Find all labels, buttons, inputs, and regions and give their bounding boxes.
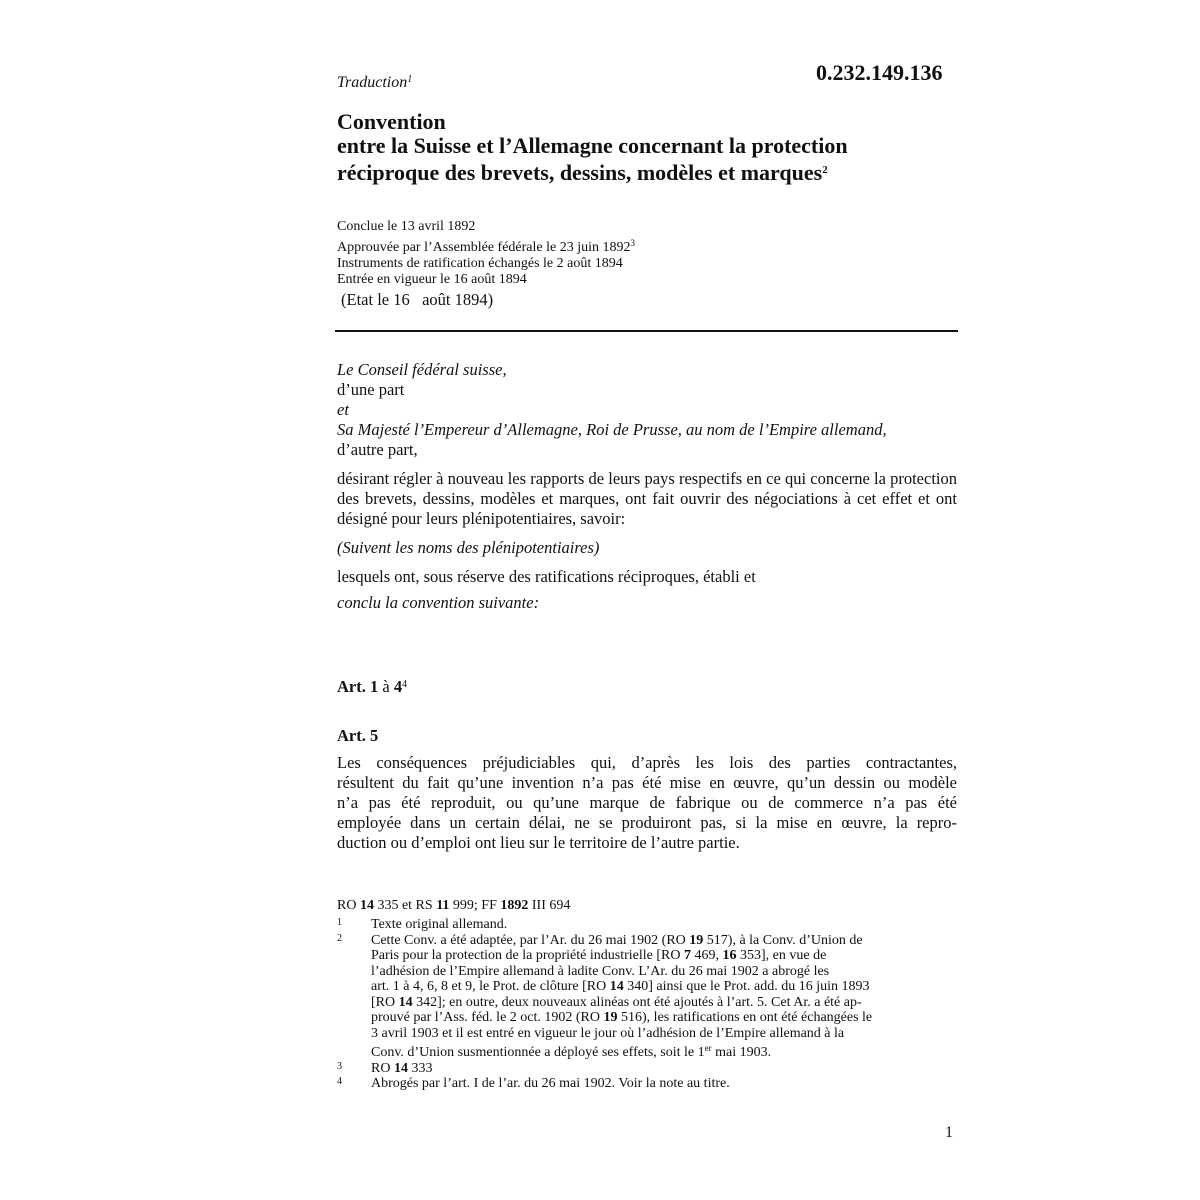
- title-line-2: entre la Suisse et l’Allemagne concernant la protection: [337, 133, 848, 158]
- title-line-3-text: réciproque des brevets, dessins, modèles et marques: [337, 160, 823, 185]
- preamble-concluded: conclu la convention suivante:: [337, 593, 540, 612]
- footnote-2-line: [371, 995, 962, 1011]
- source-text: III 694: [528, 898, 571, 913]
- footnote-text: 517), à la Conv. d’Union de: [703, 932, 863, 948]
- page-number: 1: [945, 1124, 953, 1141]
- footnote-2-line: [371, 933, 962, 949]
- footnote-2: [337, 933, 962, 1061]
- footnotes: [337, 917, 962, 1092]
- footnote-2-line: [371, 979, 962, 995]
- article-5-line-4: employée dans un certain délai, ne se produiront pas, si la mise en œuvre, la repro-: [337, 813, 957, 832]
- translation-label-text: Traduction: [337, 74, 408, 91]
- article-5-line-1: Les conséquences préjudiciables qui, d’après les lois des parties contractantes,: [337, 753, 957, 772]
- footnote-text: RO: [371, 1060, 394, 1076]
- treaty-dates: [337, 219, 635, 288]
- footnote-bold: 19: [603, 1010, 618, 1025]
- source-year: 1892: [500, 898, 529, 913]
- and-connector: et: [337, 400, 349, 419]
- footnote-number: 4: [337, 1076, 342, 1087]
- party-1: Le Conseil fédéral suisse,: [337, 360, 507, 379]
- footnote-1: [337, 917, 962, 933]
- footnote-text: Cette Conv. a été adaptée, par l’Ar. du 26 mai 1902 (RO: [371, 932, 690, 948]
- footnote-ref-2[interactable]: 2: [822, 164, 828, 176]
- footnote-ref-4[interactable]: 4: [402, 679, 408, 690]
- footnote-number: 2: [337, 932, 342, 944]
- footnote-text: mai 1903.: [711, 1045, 772, 1060]
- sr-number: 0.232.149.136: [816, 60, 943, 85]
- article-5-line-2: résultent du fait qu’une invention n’a pas été mise en œuvre, qu’un dessin ou modèle: [337, 773, 957, 792]
- title-line-3: [337, 158, 848, 185]
- header-divider: [335, 330, 958, 332]
- preamble: [337, 360, 957, 613]
- document-title: [337, 110, 848, 185]
- ratification-date: Instruments de ratification échangés le 2 août 1894: [337, 256, 623, 271]
- article-connector: à: [378, 677, 394, 696]
- ordinal-superscript: er: [704, 1043, 712, 1053]
- article-5-line-3: n’a pas été reproduit, ou qu’une marque de fabrique ou de commerce n’a pas été: [337, 793, 957, 812]
- party-1-side: d’une part: [337, 380, 405, 399]
- source-volume: 11: [436, 898, 450, 913]
- footnote-text: [RO: [371, 994, 399, 1010]
- source-volume: 14: [359, 898, 374, 913]
- footnote-text: 469,: [690, 948, 723, 963]
- concluded-date: Conclue le 13 avril 1892: [337, 219, 476, 234]
- footnote-text: Conv. d’Union susmentionnée a déployé ses effets, soit le 1: [371, 1045, 705, 1060]
- footnote-3: [337, 1061, 962, 1077]
- footnote-bold: 14: [398, 994, 413, 1010]
- source-text: 999; FF: [449, 898, 501, 913]
- footnote-text: prouvé par l’Ass. féd. le 2 oct. 1902 (RO: [371, 1010, 604, 1025]
- footnote-text: 342]; en outre, deux nouveaux alinéas ont été ajoutés à l’art. 5. Cet Ar. a été ap-: [412, 994, 862, 1010]
- footnote-bold: 14: [393, 1060, 408, 1076]
- footnote-ref-3[interactable]: 3: [630, 238, 636, 248]
- preamble-established: lesquels ont, sous réserve des ratifications réciproques, établi et: [337, 567, 756, 586]
- article-1-to-4-heading: [337, 677, 407, 697]
- footnote-bold: 19: [689, 932, 704, 948]
- footnote-2-line: [371, 1041, 962, 1061]
- article-from: 1: [369, 677, 379, 696]
- footnote-number: 3: [337, 1060, 342, 1072]
- article-prefix: Art.: [337, 677, 370, 696]
- publication-source: [337, 898, 570, 914]
- article-to: 4: [393, 677, 403, 696]
- title-line-1: Convention: [337, 109, 446, 134]
- footnote-2-line: 3 avril 1903 et il est entré en vigueur le jour où l’adhésion de l’Empire allemand à la: [371, 1025, 845, 1041]
- footnote-bold: 14: [609, 979, 624, 994]
- footnote-ref-1[interactable]: 1: [407, 74, 413, 85]
- footnote-text: 333: [407, 1060, 433, 1076]
- footnote-bold: 16: [722, 948, 737, 963]
- footnote-text: Paris pour la protection de la propriété industrielle [RO: [371, 948, 684, 963]
- article-5-body: [337, 753, 957, 853]
- footnote-2-line: l’adhésion de l’Empire allemand à ladite Conv. L’Ar. du 26 mai 1902 a abrogé les: [371, 963, 830, 979]
- footnote-text: 516), les ratifications en ont été échangées le: [617, 1010, 873, 1025]
- footnote-2-line: [371, 948, 962, 964]
- footnote-text: art. 1 à 4, 6, 8 et 9, le Prot. de clôture [RO: [371, 979, 610, 994]
- translation-label: [337, 74, 412, 92]
- footnote-4: [337, 1076, 962, 1092]
- party-2-side: d’autre part,: [337, 440, 418, 459]
- footnote-2-line: [371, 1010, 962, 1026]
- approved-date-text: Approuvée par l’Assemblée fédérale le 23 juin 1892: [337, 240, 631, 255]
- source-text: RO: [337, 898, 360, 913]
- party-2: Sa Majesté l’Empereur d’Allemagne, Roi de Prusse, au nom de l’Empire allemand,: [337, 420, 887, 439]
- approved-date: [337, 235, 635, 256]
- article-5-line-5: duction ou d’emploi ont lieu sur le territoire de l’autre partie.: [337, 833, 740, 852]
- entry-into-force-date: Entrée en vigueur le 16 août 1894: [337, 272, 527, 287]
- footnote-text: 340] ainsi que le Prot. add. du 16 juin 1893: [623, 979, 870, 994]
- footnote-text: Texte original allemand.: [371, 917, 508, 932]
- source-text: 335 et RS: [373, 898, 437, 913]
- footnote-text: 353], en vue de: [736, 948, 827, 963]
- status-date: (Etat le 16 août 1894): [341, 290, 494, 309]
- plenipotentiaries-note: (Suivent les noms des plénipotentiaires): [337, 538, 600, 557]
- footnote-text: Abrogés par l’art. I de l’ar. du 26 mai 1902. Voir la note au titre.: [371, 1076, 730, 1091]
- preamble-desiring: désirant régler à nouveau les rapports de leurs pays respectifs en ce qui concerne la protection des brevets, dessins, modèles et marques, ont fait ouvrir des négociations à cet effet et ont désigné pour leurs plénipotentiaires, savoir:: [337, 469, 957, 528]
- footnote-bold: 7: [683, 948, 691, 963]
- footnote-number: 1: [337, 917, 342, 928]
- article-5-heading: Art. 5: [337, 726, 379, 745]
